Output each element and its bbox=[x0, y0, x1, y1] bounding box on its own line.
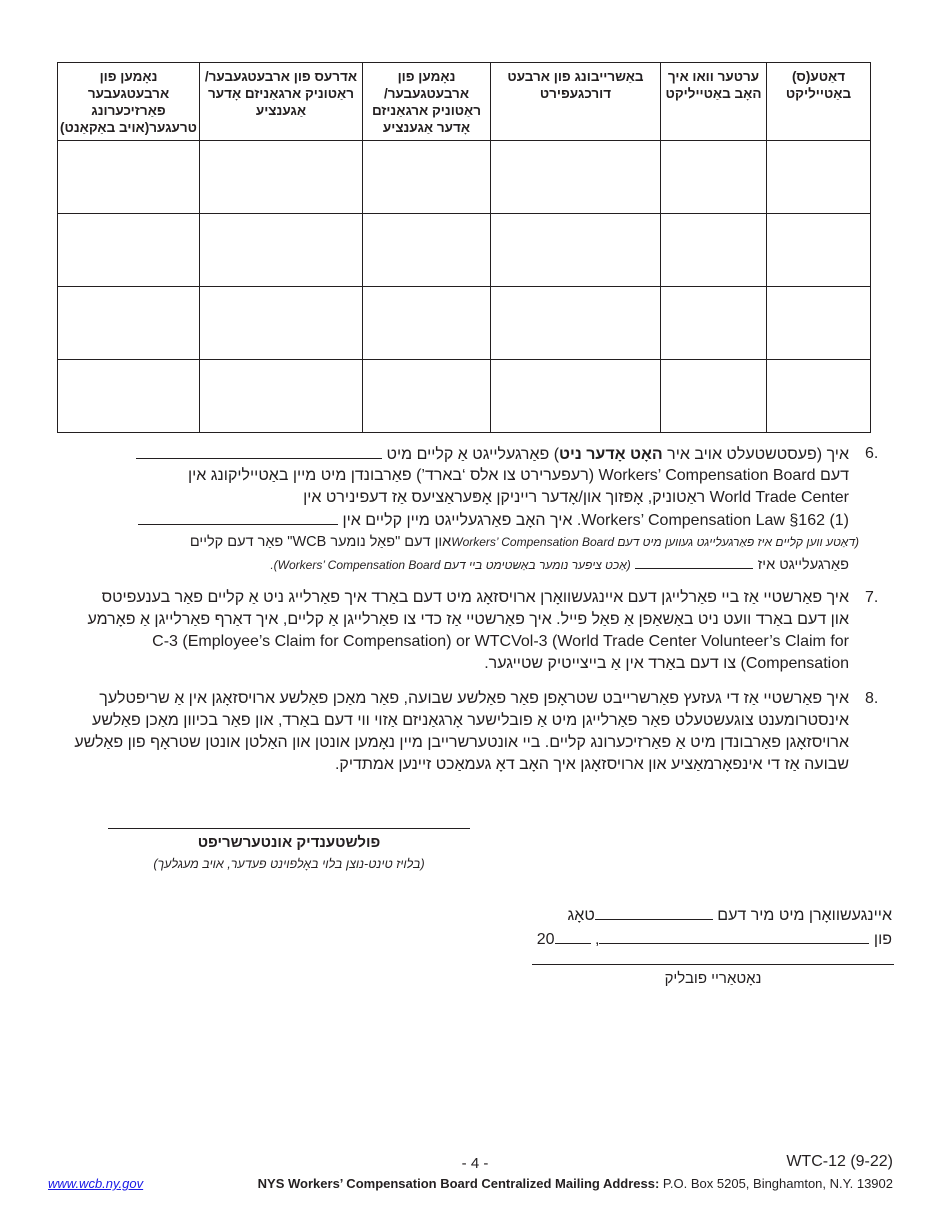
statement-7 bbox=[70, 587, 885, 675]
statement-6-line-1 bbox=[70, 443, 849, 465]
text: . איך האָב פאַרגעלייגט מיין קליים אין bbox=[342, 512, 582, 529]
table-cell[interactable] bbox=[767, 214, 871, 287]
notary-month-field[interactable] bbox=[599, 928, 869, 944]
table-cell[interactable] bbox=[767, 141, 871, 214]
mailing-address-label: NYS Workers’ Compensation Board Centralized Mailing Address: bbox=[257, 1176, 660, 1191]
statement-6-line-4 bbox=[70, 509, 849, 531]
table-cell[interactable] bbox=[363, 214, 491, 287]
text: (רעפערירט צו אלס ‘בארד’) פאַרבונדן מיט מיין באַטייליקונג אין bbox=[187, 467, 599, 484]
header-insurance-carrier: נאָמען פון ארבעטגעבער פאַרזיכערונג טרעגער(אויב באַקאַנט) bbox=[58, 63, 200, 141]
notary-label: נאָטאַריי פובליק bbox=[664, 970, 762, 987]
filed-or-not-field[interactable] bbox=[136, 443, 382, 459]
table-row bbox=[58, 214, 871, 287]
header-dates: דאַטע(ס) באַטייליקט bbox=[767, 63, 871, 141]
mailing-address bbox=[258, 1176, 893, 1191]
table-header-row bbox=[58, 63, 871, 141]
text: World Trade Center bbox=[709, 489, 849, 506]
mailing-address-value: P.O. Box 5205, Binghamton, N.Y. 13902 bbox=[659, 1176, 893, 1191]
text: 20 bbox=[536, 931, 555, 948]
text: פון bbox=[873, 931, 892, 948]
statement-6-line-2 bbox=[70, 465, 849, 487]
table-row bbox=[58, 360, 871, 433]
table-cell[interactable] bbox=[661, 214, 767, 287]
table-cell[interactable] bbox=[491, 214, 661, 287]
text: איינגעשוואָרן מיט מיר דעם bbox=[717, 907, 892, 924]
text: איך (פעסטשטעלט אויב איר bbox=[662, 446, 849, 463]
table-cell[interactable] bbox=[661, 141, 767, 214]
notary-sworn-line bbox=[568, 904, 892, 925]
statement-6-line-3 bbox=[70, 487, 849, 509]
table-cell[interactable] bbox=[58, 360, 200, 433]
notary-year-field[interactable] bbox=[555, 928, 591, 944]
table-cell[interactable] bbox=[58, 287, 200, 360]
header-work-description: באַשרייבונג פון ארבעט דורכגעפירט bbox=[491, 63, 661, 141]
notary-signature-line[interactable] bbox=[532, 964, 894, 965]
notary-day-field[interactable] bbox=[595, 904, 713, 920]
statement-6-line-5 bbox=[70, 531, 859, 553]
text: , bbox=[590, 931, 600, 948]
header-employer-address: אדרעס פון ארבעטגעבער/ ראַטוניק ארגאַניזם אָדער אַגענציע bbox=[200, 63, 363, 141]
statement-number: 6. bbox=[865, 445, 879, 462]
table-cell[interactable] bbox=[58, 214, 200, 287]
statement-7-line-4 bbox=[70, 653, 849, 675]
header-locations: ערטער וואו איך האָב באַטייליקט bbox=[661, 63, 767, 141]
filed-or-not-emphasis: האָט אָדער ניט bbox=[559, 446, 663, 463]
signature-line[interactable] bbox=[108, 828, 470, 829]
table-cell[interactable] bbox=[363, 141, 491, 214]
table-cell[interactable] bbox=[491, 141, 661, 214]
table-cell[interactable] bbox=[767, 287, 871, 360]
table-cell[interactable] bbox=[200, 141, 363, 214]
table-cell[interactable] bbox=[491, 287, 661, 360]
table-cell[interactable] bbox=[58, 141, 200, 214]
text: ראַטוניק, אָפּזוך און/אָדער רייניקן אָפּעראַציעס אַז דעפינירט אין bbox=[303, 489, 710, 506]
case-number-note: (אַכט ציפער נומער באַשטימט ביי דעם Workers’ Compensation Board). bbox=[270, 558, 631, 572]
statement-8-line-4: שבועה אַז די אינפאָרמאַציע און ארויסזאָגן איך האָב דאָ געמאַכט זיינען אמתדיק. bbox=[334, 756, 849, 773]
statement-7-line-1: איך פאַרשטיי אַז ביי פאַרלייגן דעם איינגעשוואָרן ארויסזאָג מיט דעם באַרד איך פאַרלייג ניט אַ קליים פאַר בענעפיטס bbox=[101, 589, 849, 606]
text: און דעם "פאַל נומער WCB" פאַר דעם קליים bbox=[189, 534, 452, 550]
text: דעם bbox=[815, 467, 849, 484]
statement-7-line-3 bbox=[70, 631, 849, 653]
table-cell[interactable] bbox=[200, 287, 363, 360]
table-cell[interactable] bbox=[767, 360, 871, 433]
statement-8-line-2: אינסטרומענט צוגעשטעלט פאַר פאַרלייגן מיט אַ פובלישער אָרגאַניזם אַזוי ווי דעם באַרד, און פאַר בכיוון מאַכן פאַלשע bbox=[92, 712, 849, 729]
form-id: WTC-12 (9-22) bbox=[786, 1153, 893, 1170]
statement-8-line-1: איך פאַרשטיי אַז די געזעץ פאַרשרייבט שטראָפן פאַר פאַלשע שבועה, פאַר מאַכן פאַלשע ארויסזאָגן אין אַ שריפטלעך bbox=[99, 690, 849, 707]
statement-6 bbox=[70, 443, 885, 575]
form-reference: C-3 (Employee’s Claim for Compensation) or WTCVol-3 (World Trade Center Volunteer’s Claim for bbox=[152, 633, 849, 650]
table-cell[interactable] bbox=[363, 360, 491, 433]
text: Compensation bbox=[745, 655, 849, 672]
claim-date-note: (דאַטע ווען קליים איז פאַרגעלייגט געווען מיט דעם Workers’ Compensation Board bbox=[451, 535, 859, 549]
table-cell[interactable] bbox=[491, 360, 661, 433]
text: פאַרגעלייגט איז bbox=[757, 557, 849, 573]
notary-date-line bbox=[537, 928, 892, 949]
table-row bbox=[58, 141, 871, 214]
claim-filed-date-field[interactable] bbox=[138, 509, 338, 525]
participation-table bbox=[57, 62, 871, 433]
header-employer-name: נאָמען פון ארבעטגעבער/ ראַטוניק ארגאַניזם אָדער אַגענציע bbox=[363, 63, 491, 141]
statement-8-line-3: ארויסזאָגן פאַרבונדן מיט אַ פאַרזיכערונג קליים. ביי אונטערשרייבן מיין נאָמען אונטן און האַלטן אונטן שטראָף פון פאַלשע bbox=[74, 734, 849, 751]
statement-6-line-6 bbox=[70, 553, 849, 575]
statement-7-line-2: און דעם באַרד וועט ניט באַשאַפן אַ פאַל פייל. איך פאַרשטיי אַז כדי צו פאַרלייגן אַ קליים, איך דאַרף פאַרלייגן אַ פאָרמע bbox=[87, 611, 849, 628]
statement-8 bbox=[70, 688, 885, 776]
statement-number: 8. bbox=[865, 690, 879, 707]
text: טאָג bbox=[567, 907, 595, 924]
page-number: - 4 - bbox=[461, 1155, 489, 1172]
table-cell[interactable] bbox=[661, 287, 767, 360]
text: ) צו דעם באַרד אין אַ בייצייטיק שטייגער. bbox=[484, 655, 746, 672]
text: Workers’ Compensation Law §162 (1) bbox=[581, 512, 849, 529]
wcb-website-link[interactable]: www.wcb.ny.gov bbox=[48, 1176, 144, 1191]
text: ) פאַרגעלייגט אַ קליים מיט bbox=[386, 446, 560, 463]
text: Workers’ Compensation Board bbox=[598, 467, 816, 484]
statement-number: 7. bbox=[865, 589, 879, 606]
signature-note: (בלויז טינט-נוצן בלוי באָלפוינט פעדער, אויב מעגלעך) bbox=[153, 857, 425, 871]
table-cell[interactable] bbox=[363, 287, 491, 360]
table-cell[interactable] bbox=[200, 360, 363, 433]
table-cell[interactable] bbox=[661, 360, 767, 433]
table-cell[interactable] bbox=[200, 214, 363, 287]
wcb-case-number-field[interactable] bbox=[635, 553, 753, 569]
table-row bbox=[58, 287, 871, 360]
signature-label: פולשטענדיק אונטערשריפט bbox=[197, 834, 381, 851]
